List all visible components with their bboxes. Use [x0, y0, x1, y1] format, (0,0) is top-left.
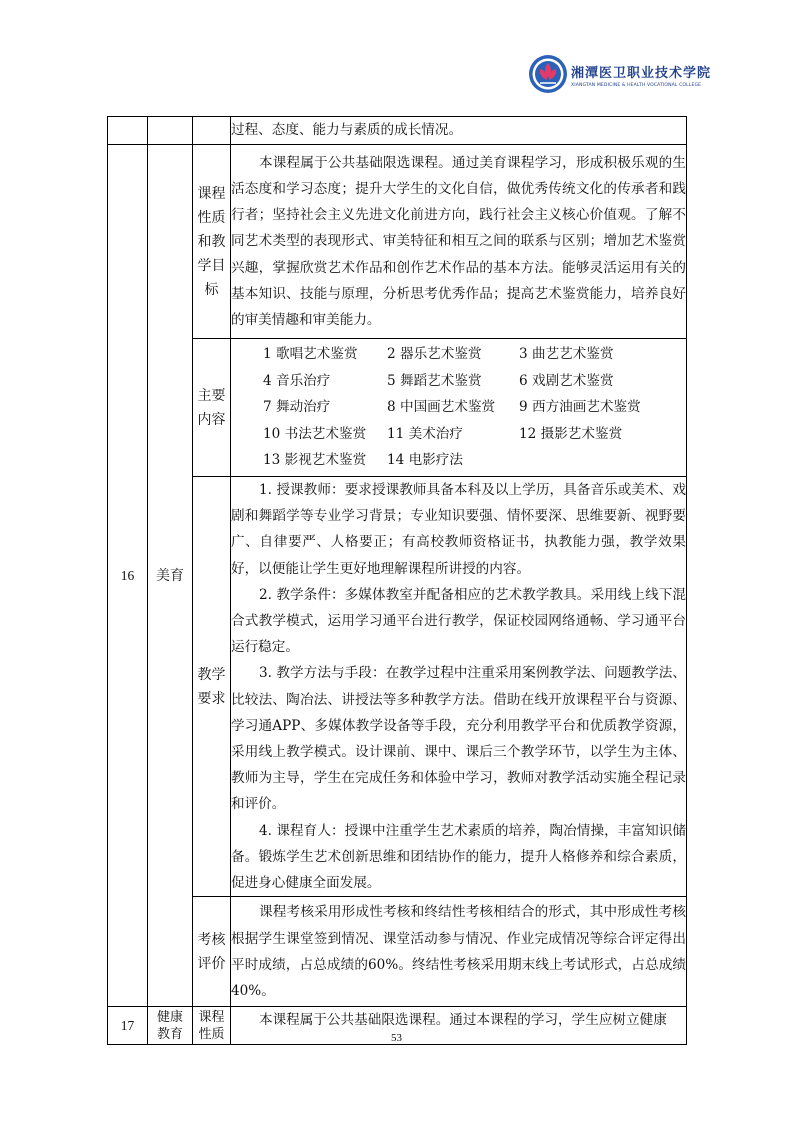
list-item: 2 器乐艺术鉴赏 [387, 346, 482, 363]
section-text-nature: 本课程属于公共基础限选课程。通过本课程的学习，学生应树立健康 [231, 1007, 687, 1045]
table-row [108, 117, 687, 145]
page-number: 53 [391, 1032, 402, 1044]
list-item: 12 摄影艺术鉴赏 [519, 425, 623, 442]
list-item: 10 书法艺术鉴赏 [263, 425, 367, 442]
course-name: 美育 [148, 145, 193, 1007]
continued-text: 过程、态度、能力与素质的成长情况。 [231, 122, 463, 139]
requirement-paragraph: 1. 授课教师：要求授课教师具备本科及以上学历，具备音乐或美术、戏剧和舞蹈学等专业学习背景；专业知识要强、情怀要深、思维要新、视野要广、自律要严、人格要正；有高校教师资格证书，执教能力强，教学效果好，以便能让学生更好地理解课程所讲授的内容。 [231, 482, 686, 577]
list-item: 14 电影疗法 [387, 452, 463, 469]
table-row [108, 339, 687, 477]
list-item: 6 戏剧艺术鉴赏 [519, 372, 614, 389]
section-label-content: 主要 内容 [193, 339, 231, 477]
section-content-list [231, 339, 687, 477]
empty-cell [108, 117, 148, 145]
content-cell [231, 117, 687, 145]
course-number: 17 [108, 1007, 148, 1045]
college-emblem-icon [528, 54, 568, 94]
list-item: 7 舞动治疗 [263, 399, 331, 416]
section-text-nature: 本课程属于公共基础限选课程。通过美育课程学习，形成积极乐观的生活态度和学习态度；提升大学生的文化自信，做优秀传统文化的传承者和践行者；坚持社会主义先进文化前进方向，践行社会主义核心价值观。了解不同艺术类型的表现形式、审美特征和相互之间的联系与区别；增加艺术鉴赏兴趣，掌握欣赏艺术作品和创作艺术作品的基本方法。能够灵活运用有关的基本知识、技能与原理，分析思考优秀作品；提高艺术鉴赏能力，培养良好的审美情趣和审美能力。 [231, 145, 687, 339]
logo-text-en: XIANGTAN MEDICINE & HEALTH VOCATIONAL COLLEGE [571, 83, 702, 88]
requirement-paragraph: 4. 课程育人：授课中注重学生艺术素质的培养，陶冶情操，丰富知识储备。锻炼学生艺术创新思维和团结协作的能力，提升人格修养和综合素质，促进身心健康全面发展。 [231, 822, 686, 892]
table-row [108, 897, 687, 1007]
list-item: 3 曲艺艺术鉴赏 [519, 346, 614, 363]
list-item: 8 中国画艺术鉴赏 [387, 399, 496, 416]
section-text-requirements [231, 477, 687, 897]
section-label-nature: 课程性质 [193, 1007, 231, 1045]
section-label-requirements: 教学 要求 [193, 477, 231, 897]
requirement-paragraph: 2. 教学条件：多媒体教室并配备相应的艺术教学教具。采用线上线下混合式教学模式，运用学习通平台进行教学，保证校园网络通畅、学习通平台运行稳定。 [231, 586, 686, 656]
empty-cell [193, 117, 231, 145]
list-item: 4 音乐治疗 [263, 372, 331, 389]
list-item: 1 歌唱艺术鉴赏 [263, 346, 358, 363]
empty-cell [148, 117, 193, 145]
logo-text-cn: 湘潭医卫职业技术学院 [571, 66, 712, 81]
list-item: 13 影视艺术鉴赏 [263, 452, 367, 469]
list-item: 9 西方油画艺术鉴赏 [519, 399, 641, 416]
college-logo [528, 54, 712, 98]
list-item: 5 舞蹈艺术鉴赏 [387, 372, 482, 389]
section-label-assessment: 考核 评价 [193, 897, 231, 1007]
course-number: 16 [108, 145, 148, 1007]
table-row [108, 145, 687, 339]
table-row [108, 477, 687, 897]
section-label-nature: 课程 性质 和教 学目 标 [193, 145, 231, 339]
requirement-paragraph: 3. 教学方法与手段：在教学过程中注重采用案例教学法、问题教学法、比较法、陶冶法、讲授法等多种教学方法。借助在线开放课程平台与资源、学习通APP、多媒体教学设备等手段，充分利用教学平台和优质教学资源，采用线上教学模式。设计课前、课中、课后三个教学环节，以学生为主体、教师为主导，学生在完成任务和体验中学习，教师对教学活动实施全程记录和评价。 [231, 665, 686, 813]
course-name: 健康教育 [148, 1007, 193, 1045]
section-text-assessment: 课程考核采用形成性考核和终结性考核相结合的形式，其中形成性考核根据学生课堂签到情况、课堂活动参与情况、作业完成情况等综合评定得出平时成绩，占总成绩的60%。终结性考核采用期末线上考试形式，占总成绩40%。 [231, 897, 687, 1007]
list-item: 11 美术治疗 [387, 425, 463, 442]
course-table [107, 116, 687, 1045]
